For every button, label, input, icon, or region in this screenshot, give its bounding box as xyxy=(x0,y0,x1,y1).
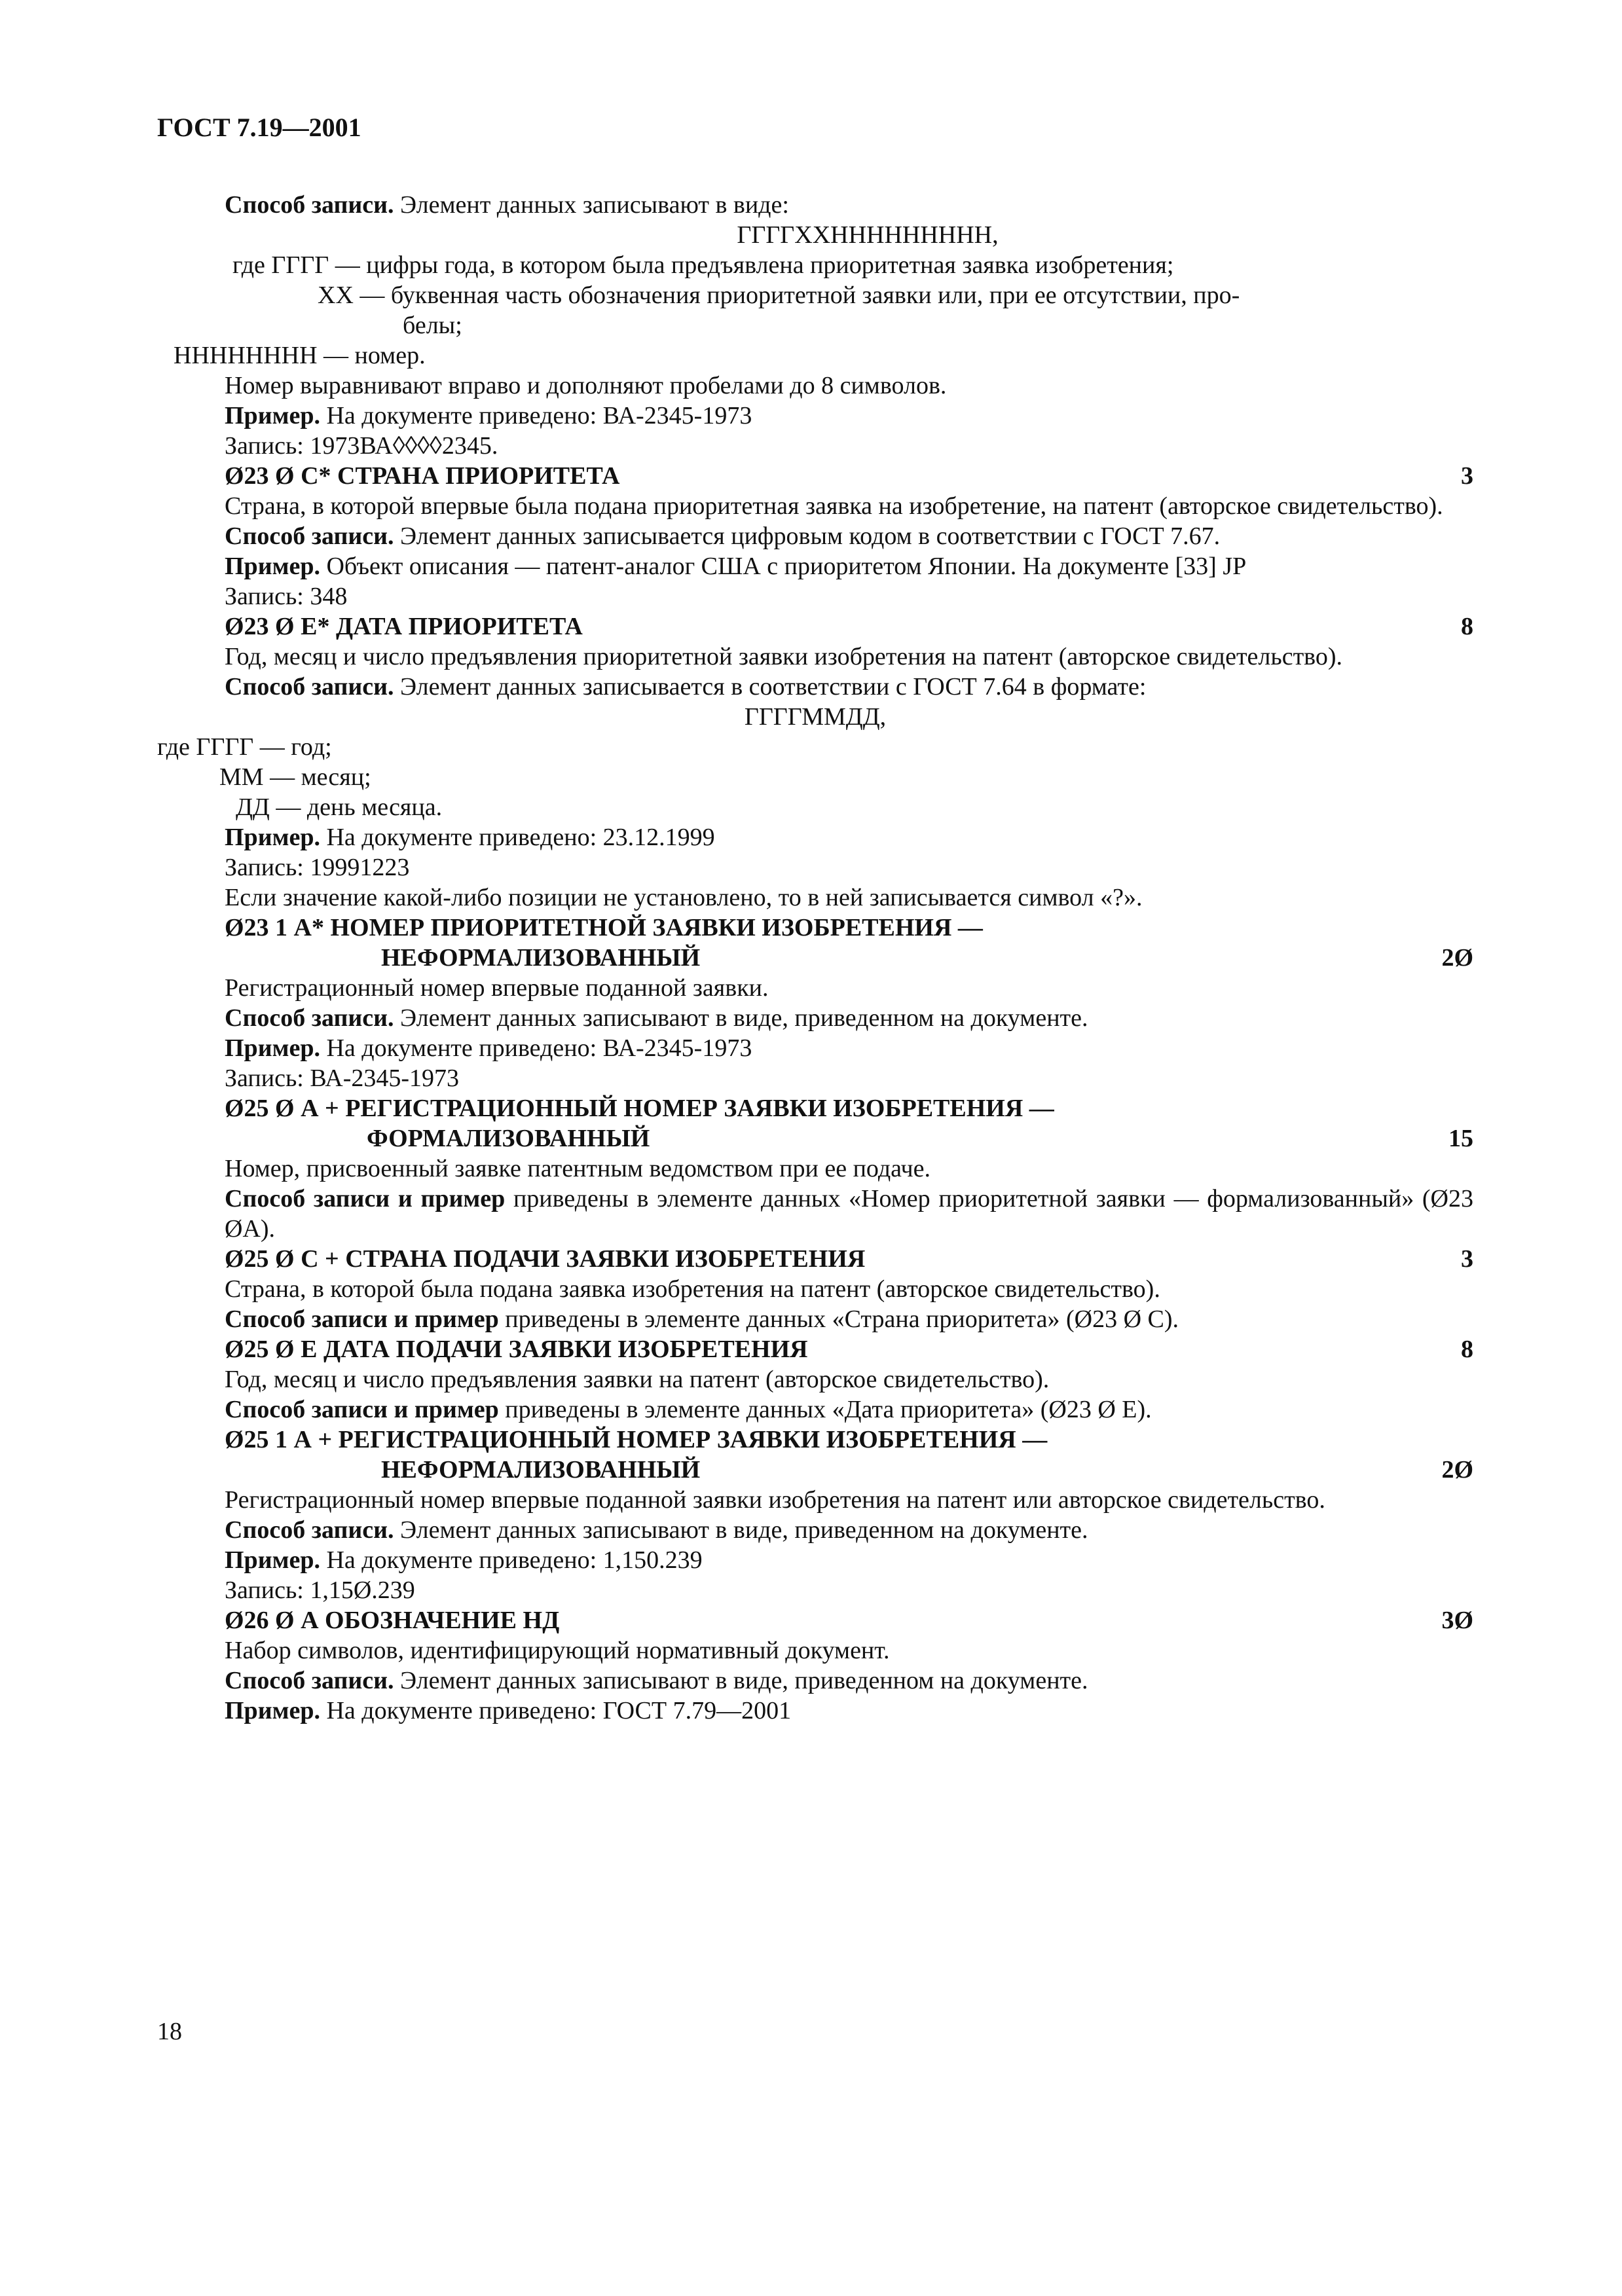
text: Элемент данных записывают в виде, приведенном на документе. xyxy=(394,1667,1088,1694)
bold-label: Способ записи. xyxy=(225,522,394,550)
record: Запись: 19991223 xyxy=(225,854,410,881)
where-line: НННННННН — номер. xyxy=(174,342,426,369)
method xyxy=(157,1394,1473,1425)
formula: ГГГГХХННННННННН, xyxy=(737,221,999,249)
section-length: 3 xyxy=(1461,462,1473,490)
text: Элемент данных записывают в виде, приведенном на документе. xyxy=(394,1516,1088,1544)
description: Регистрационный номер впервые поданной заявки. xyxy=(225,974,769,1002)
bold-label: Способ записи и пример xyxy=(225,1396,499,1423)
section-heading xyxy=(157,1605,1473,1635)
bold-label: Способ записи. xyxy=(225,1516,394,1544)
text: На документе приведено: ВА-2345-1973 xyxy=(320,402,752,429)
example xyxy=(157,401,1473,431)
bold-label: Пример. xyxy=(225,1697,320,1724)
text: На документе приведено: ГОСТ 7.79—2001 xyxy=(320,1697,792,1724)
paragraph xyxy=(157,190,1473,220)
where-line: ХХ — буквенная часть обозначения приоритетной заявки или, при ее отсутствии, про- xyxy=(318,282,1240,309)
text: приведены в элементе данных «Страна приоритета» (Ø23 Ø С). xyxy=(498,1305,1179,1333)
where-line: ДД — день месяца. xyxy=(236,793,443,821)
bold-label: Пример. xyxy=(225,402,320,429)
text: На документе приведено: 1,150.239 xyxy=(320,1546,703,1574)
text: Элемент данных записывается цифровым кодом в соответствии с ГОСТ 7.67. xyxy=(394,522,1221,550)
note: Если значение какой-либо позиции не установлено, то в ней записывается символ «?». xyxy=(225,884,1143,911)
description: Регистрационный номер впервые поданной заявки изобретения на патент или авторское свидетельство. xyxy=(225,1486,1325,1514)
example xyxy=(157,1033,1473,1063)
description xyxy=(157,491,1473,521)
example xyxy=(157,1696,1473,1726)
section-title: НЕФОРМАЛИЗОВАННЫЙ xyxy=(381,944,701,972)
bold-label: Способ записи и пример xyxy=(225,1185,506,1212)
section-title: Ø23 Ø С* СТРАНА ПРИОРИТЕТА xyxy=(225,462,620,490)
method xyxy=(157,1666,1473,1696)
section-title: Ø23 1 А* НОМЕР ПРИОРИТЕТНОЙ ЗАЯВКИ ИЗОБРЕТЕНИЯ — xyxy=(225,914,983,941)
text: Элемент данных записывается в соответствии с ГОСТ 7.64 в формате: xyxy=(394,673,1147,701)
section-length: 2Ø xyxy=(1441,1456,1473,1484)
record: Запись: 1,15Ø.239 xyxy=(225,1576,415,1604)
method xyxy=(157,1304,1473,1334)
text: приведены в элементе данных «Дата приоритета» (Ø23 Ø Е). xyxy=(498,1396,1152,1423)
where-line: белы; xyxy=(403,312,462,339)
example xyxy=(157,1545,1473,1575)
text: Элемент данных записывают в виде, приведенном на документе. xyxy=(394,1004,1088,1032)
section-title: Ø23 Ø Е* ДАТА ПРИОРИТЕТА xyxy=(225,613,583,640)
section-length: 2Ø xyxy=(1441,944,1473,972)
section-title: Ø25 1 А + РЕГИСТРАЦИОННЫЙ НОМЕР ЗАЯВКИ ИЗОБРЕТЕНИЯ — xyxy=(225,1426,1048,1453)
section-heading xyxy=(157,611,1473,642)
section-title: Ø25 Ø С + СТРАНА ПОДАЧИ ЗАЯВКИ ИЗОБРЕТЕНИЯ xyxy=(225,1245,866,1273)
section-heading xyxy=(157,461,1473,491)
method xyxy=(157,672,1473,702)
section-title: ФОРМАЛИЗОВАННЫЙ xyxy=(367,1125,650,1152)
description: Набор символов, идентифицирующий нормативный документ. xyxy=(225,1637,890,1664)
bold-label: Способ записи. xyxy=(225,191,394,219)
bold-label: Пример. xyxy=(225,1034,320,1062)
text: приведены в элементе данных «Номер приоритетной заявки — формализованный» (Ø23 ØА). xyxy=(225,1185,1480,1243)
description: Номер, присвоенный заявке патентным ведомством при ее подаче. xyxy=(225,1155,931,1182)
bold-label: Способ записи. xyxy=(225,1004,394,1032)
paragraph: Номер выравнивают вправо и дополняют пробелами до 8 символов. xyxy=(225,372,947,399)
description: Год, месяц и число предъявления заявки на патент (авторское свидетельство). xyxy=(225,1366,1050,1393)
section-title: Ø26 Ø А ОБОЗНАЧЕНИЕ НД xyxy=(225,1607,560,1634)
description: Страна, в которой была подана заявка изобретения на патент (авторское свидетельство). xyxy=(225,1275,1160,1303)
formula: ГГГГММДД, xyxy=(744,703,887,731)
text: Год, месяц и число предъявления приоритетной заявки изобретения на патент (авторское свидетельство). xyxy=(225,643,1343,670)
where-line: где ГГГГ — цифры года, в котором была предъявлена приоритетная заявка изобретения; xyxy=(232,251,1174,279)
section-heading xyxy=(157,1425,1473,1485)
where-line: где ГГГГ — год; xyxy=(157,733,332,761)
method xyxy=(157,1184,1480,1244)
section-length: 3 xyxy=(1461,1245,1473,1273)
section-length: 15 xyxy=(1448,1125,1473,1152)
example xyxy=(157,822,1473,852)
page-header: ГОСТ 7.19—2001 xyxy=(157,113,361,142)
text: Объект описания — патент-аналог США с приоритетом Японии. На документе [33] JP xyxy=(320,553,1247,580)
section-length: 8 xyxy=(1461,613,1473,640)
section-heading xyxy=(157,1093,1473,1154)
section-length: 8 xyxy=(1461,1336,1473,1363)
text: Страна, в которой впервые была подана приоритетная заявка на изобретение, на патент (авторское свидетельство). xyxy=(225,492,1443,520)
record: Запись: ВА-2345-1973 xyxy=(225,1065,460,1092)
method xyxy=(157,521,1473,551)
bold-label: Способ записи. xyxy=(225,1667,394,1694)
bold-label: Пример. xyxy=(225,824,320,851)
where-line: ММ — месяц; xyxy=(219,763,371,791)
section-length: 3Ø xyxy=(1441,1607,1473,1634)
example xyxy=(157,551,1473,581)
method xyxy=(157,1003,1473,1033)
page-number: 18 xyxy=(157,2018,182,2045)
text: На документе приведено: 23.12.1999 xyxy=(320,824,715,851)
section-title: НЕФОРМАЛИЗОВАННЫЙ xyxy=(381,1456,701,1484)
section-heading xyxy=(157,1244,1473,1274)
section-title: Ø25 Ø А + РЕГИСТРАЦИОННЫЙ НОМЕР ЗАЯВКИ ИЗОБРЕТЕНИЯ — xyxy=(225,1095,1054,1122)
bold-label: Способ записи и пример xyxy=(225,1305,499,1333)
bold-label: Пример. xyxy=(225,1546,320,1574)
method xyxy=(157,1515,1473,1545)
section-title: Ø25 Ø Е ДАТА ПОДАЧИ ЗАЯВКИ ИЗОБРЕТЕНИЯ xyxy=(225,1336,808,1363)
description xyxy=(157,642,1473,672)
text: На документе приведено: ВА-2345-1973 xyxy=(320,1034,752,1062)
section-heading xyxy=(157,913,1473,973)
bold-label: Пример. xyxy=(225,553,320,580)
bold-label: Способ записи. xyxy=(225,673,394,701)
record: Запись: 348 xyxy=(225,583,348,610)
record: Запись: 1973ВА◊◊◊◊2345. xyxy=(225,432,498,460)
text: Элемент данных записывают в виде: xyxy=(394,191,789,219)
page-content xyxy=(157,190,1480,1726)
section-heading xyxy=(157,1334,1473,1364)
